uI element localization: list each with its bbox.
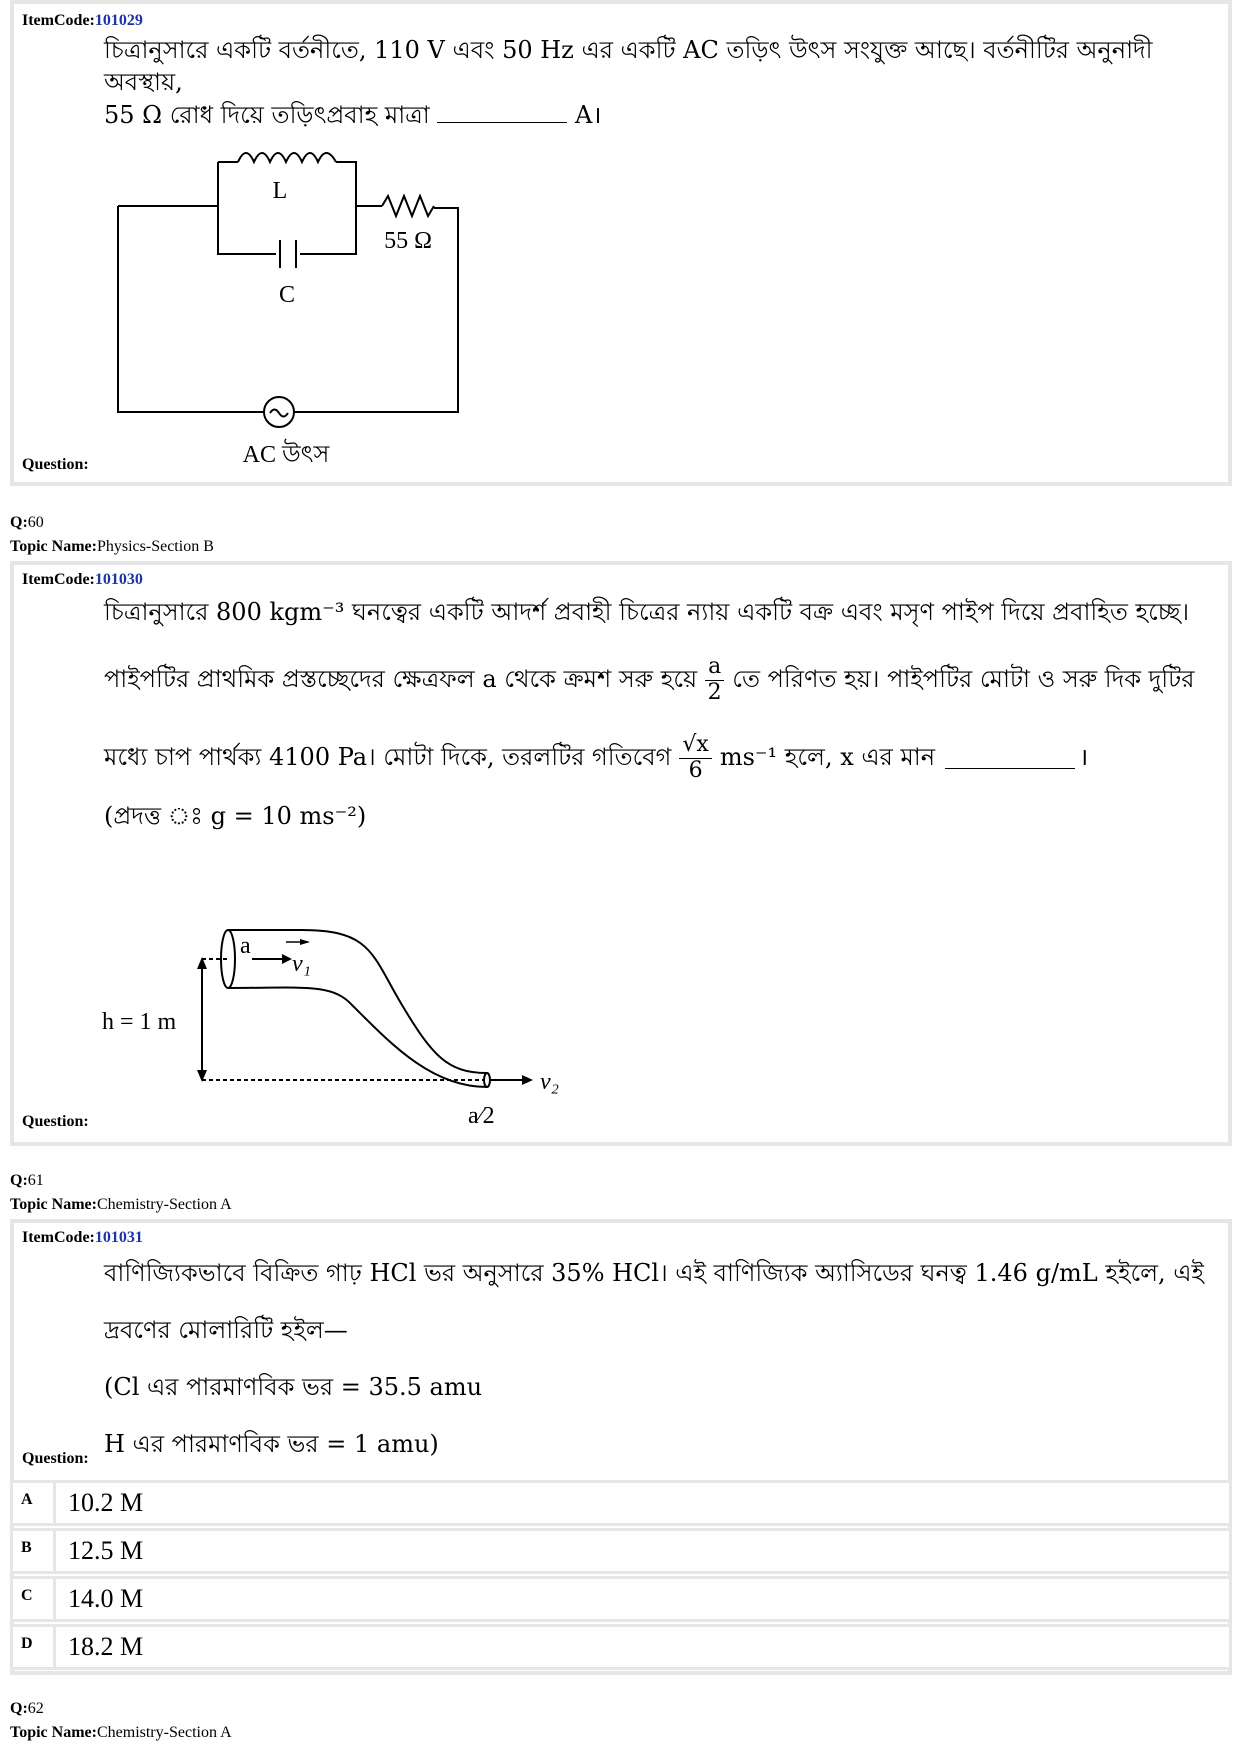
question-number: Q:60 — [10, 514, 44, 531]
source-label: AC উৎস — [242, 442, 330, 468]
question-line-1: চিত্রানুসারে 800 kgm⁻³ ঘনত্বের একটি আদর্শ প্রবাহী চিত্রের ন্যায় একটি বক্র এবং মসৃণ পাইপ দিয়ে প্রবাহিত হচ্ছে। — [104, 598, 1190, 626]
question-number: Q:61 — [10, 1172, 44, 1189]
fraction-root-x-over-6: $\frac{√x}{6}$ — [679, 733, 711, 782]
question-line-1: চিত্রানুসারে একটি বর্তনীতে, 110 V এবং 50 Hz এর একটি AC তড়িৎ উৎস সংযুক্ত আছে। বর্তনীটির অনুনাদী অবস্থায়, — [104, 36, 1153, 97]
question-label: Question: — [22, 1113, 89, 1130]
capacitor-label: C — [278, 282, 296, 308]
question-line-3: (Cl এর পারমাণবিক ভর = 35.5 amu — [104, 1373, 483, 1401]
option-c[interactable]: C 14.0 M — [10, 1576, 1232, 1622]
question-line-4: H এর পারমাণবিক ভর = 1 amu) — [104, 1430, 439, 1458]
item-code: ItemCode:101030 — [22, 571, 143, 588]
resistor-label: 55 Ω — [384, 228, 432, 254]
topic-name: Topic Name:Physics-Section B — [10, 538, 214, 555]
topic-name: Topic Name:Chemistry-Section A — [10, 1196, 232, 1213]
question-text — [104, 597, 1224, 832]
question-text — [104, 1259, 1224, 1459]
item-code-value: 101029 — [94, 12, 143, 29]
topic-name: Topic Name:Chemistry-Section A — [10, 1724, 232, 1741]
question-label: Question: — [22, 456, 89, 473]
answer-blank — [945, 748, 1075, 769]
question-line-3: মধ্যে চাপ পার্থক্য 4100 Pa। মোটা দিকে, তরলটির গতিবেগ $\frac{√x}{6}$ ms⁻¹ হলে, x এর মান । — [104, 732, 1089, 783]
question-label: Question: — [22, 1450, 89, 1467]
question-line-2: পাইপটির প্রাথমিক প্রস্তচ্ছেদের ক্ষেত্রফল a থেকে ক্রমশ সরু হয়ে $\frac{a}{2}$ তে পরিণত হয়। পাইপটির মোটা ও সরু দিক দুটির — [104, 654, 1195, 705]
option-b[interactable]: B 12.5 M — [10, 1528, 1232, 1574]
pipe-diagram — [102, 925, 662, 1145]
inductor-label: L — [272, 178, 288, 204]
option-d[interactable]: D 18.2 M — [10, 1624, 1232, 1670]
answer-blank — [437, 102, 567, 123]
question-line-4: (প্রদত্ত ঃ g = 10 ms⁻²) — [104, 802, 367, 830]
option-a[interactable]: A 10.2 M — [10, 1480, 1232, 1526]
area-half-label: a⁄2 — [468, 1103, 495, 1129]
circuit-diagram — [114, 134, 534, 484]
question-text — [104, 34, 1224, 131]
area-label: a — [240, 933, 251, 959]
question-line-2: 55 Ω রোধ দিয়ে তড়িৎপ্রবাহ মাত্রা A। — [104, 100, 602, 129]
height-label: h = 1 m — [102, 1009, 177, 1035]
v1-label: v₁ — [292, 951, 311, 977]
fraction-a-over-2: $\frac{a}{2}$ — [705, 655, 724, 704]
question-panel-101030 — [10, 561, 1232, 1146]
item-code: ItemCode:101031 — [22, 1229, 143, 1246]
item-code — [22, 12, 143, 30]
question-line-2: দ্রবণের মোলারিটি হইল— — [104, 1316, 348, 1344]
question-panel-101029 — [10, 0, 1232, 486]
item-code-label: ItemCode: — [22, 12, 95, 29]
v2-label: v₂ — [540, 1069, 559, 1095]
question-number: Q:62 — [10, 1700, 44, 1717]
question-line-1: বাণিজ্যিকভাবে বিক্রিত গাঢ় HCl ভর অনুসারে 35% HCl। এই বাণিজ্যিক অ্যাসিডের ঘনত্ব 1.46 g/mL হইলে, এই — [104, 1259, 1204, 1287]
